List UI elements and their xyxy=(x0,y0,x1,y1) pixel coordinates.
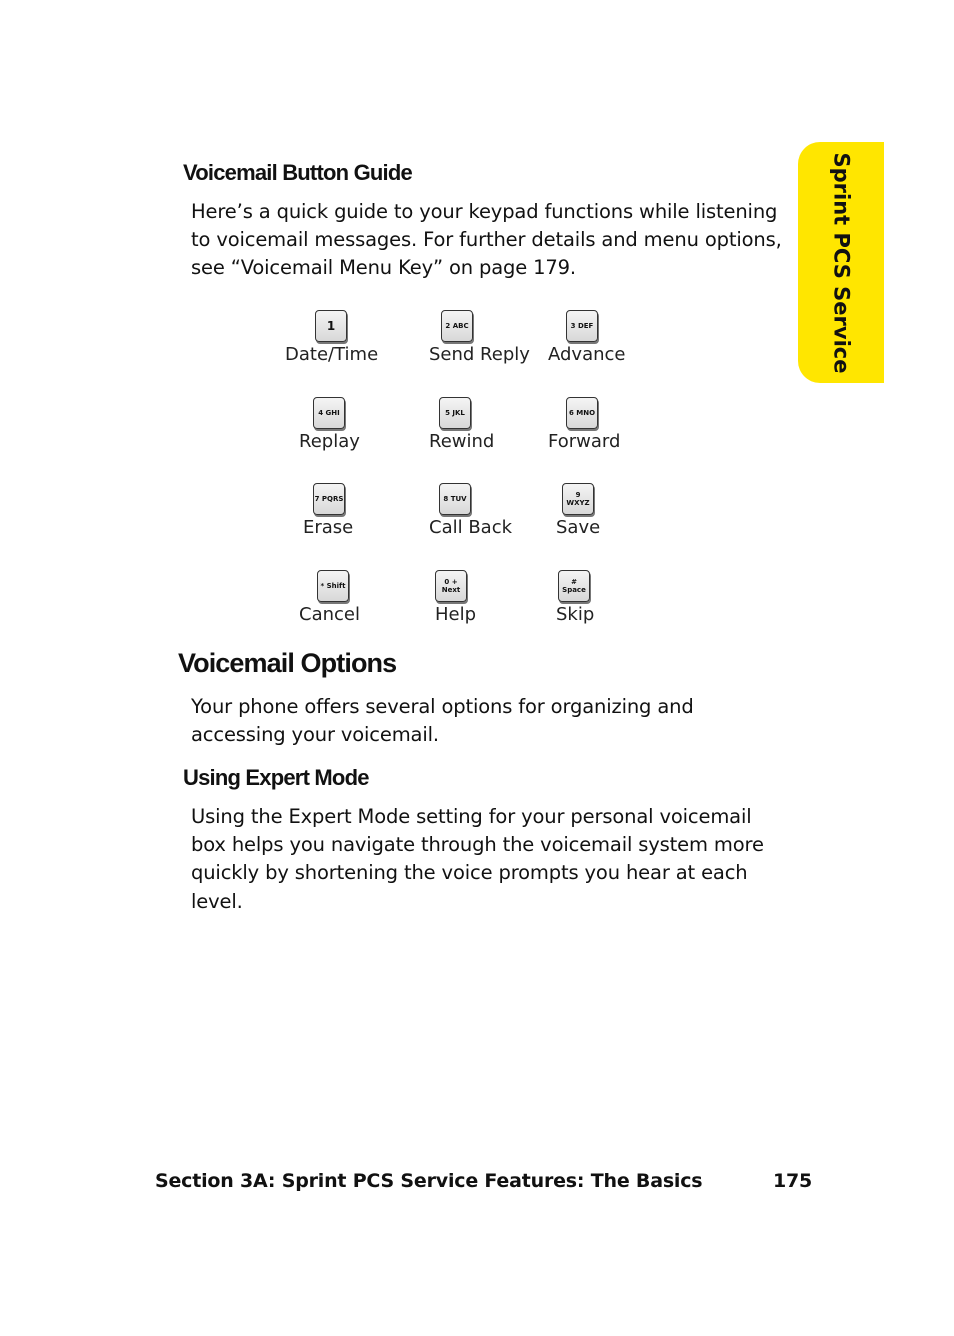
keypad-guide-label: Call Back xyxy=(429,517,513,538)
key-7-icon: 7 PQRS xyxy=(313,483,345,515)
keypad-guide-label: Replay xyxy=(299,430,360,452)
keypad-guide-item xyxy=(265,310,395,397)
keypad-guide-item xyxy=(515,570,635,657)
keypad-guide-item xyxy=(265,397,395,484)
keypad-guide-label: Help xyxy=(435,603,477,625)
footer-section-title: Section 3A: Sprint PCS Service Features: The Basics xyxy=(155,1170,703,1192)
keypad-guide-item xyxy=(265,483,395,570)
keypad-guide xyxy=(265,310,645,640)
keypad-guide-label: Skip xyxy=(556,603,595,625)
button-guide-heading: Voicemail Button Guide xyxy=(183,160,412,185)
key-2-icon: 2 ABC xyxy=(441,310,473,342)
button-guide-intro: Here’s a quick guide to your keypad functions while listening to voicemail messages. For further details and menu options, see “Voicemail Menu Key” on page 179. xyxy=(191,200,782,280)
keypad-guide-label: Erase xyxy=(303,517,354,538)
key-5-icon: 5 JKL xyxy=(439,397,471,429)
keypad-guide-item xyxy=(265,570,395,657)
keypad-guide-item xyxy=(395,397,515,484)
voicemail-options-heading: Voicemail Options xyxy=(178,648,397,678)
footer-page-number: 175 xyxy=(773,1170,813,1192)
expert-mode-heading: Using Expert Mode xyxy=(183,765,369,790)
keypad-guide-item xyxy=(515,483,635,570)
keypad-guide-label: Date/Time xyxy=(285,344,379,365)
keypad-guide-item xyxy=(515,397,635,484)
keypad-guide-item xyxy=(395,483,515,570)
keypad-guide-item xyxy=(395,570,515,657)
key-3-icon: 3 DEF xyxy=(566,310,598,342)
keypad-guide-label: Forward xyxy=(548,430,621,452)
keypad-guide-label: Send Reply xyxy=(429,344,530,365)
key-4-icon: 4 GHI xyxy=(313,397,345,429)
key-pound-icon: # Space xyxy=(558,570,590,602)
keypad-guide-label: Rewind xyxy=(429,430,495,452)
keypad-guide-item xyxy=(395,310,530,397)
section-side-tab-label: Sprint PCS Service xyxy=(829,152,854,373)
keypad-guide-item xyxy=(515,310,635,397)
key-0-icon: 0 + Next xyxy=(435,570,467,602)
voicemail-options-intro: Your phone offers several options for organizing and accessing your voicemail. xyxy=(191,695,694,747)
key-8-icon: 8 TUV xyxy=(439,483,471,515)
key-star-icon: * Shift xyxy=(317,570,349,602)
keypad-guide-label: Advance xyxy=(548,344,626,365)
keypad-guide-label: Save xyxy=(556,517,601,538)
key-6-icon: 6 MNO xyxy=(566,397,598,429)
key-9-icon: 9 WXYZ xyxy=(562,483,594,515)
key-1-icon: 1 xyxy=(315,310,347,342)
keypad-guide-label: Cancel xyxy=(299,603,360,625)
section-side-tab-label-wrap xyxy=(798,142,884,383)
expert-mode-body: Using the Expert Mode setting for your personal voicemail box helps you navigate through the voicemail system more quickly by shortening the voice prompts you hear at each level. xyxy=(191,805,764,913)
